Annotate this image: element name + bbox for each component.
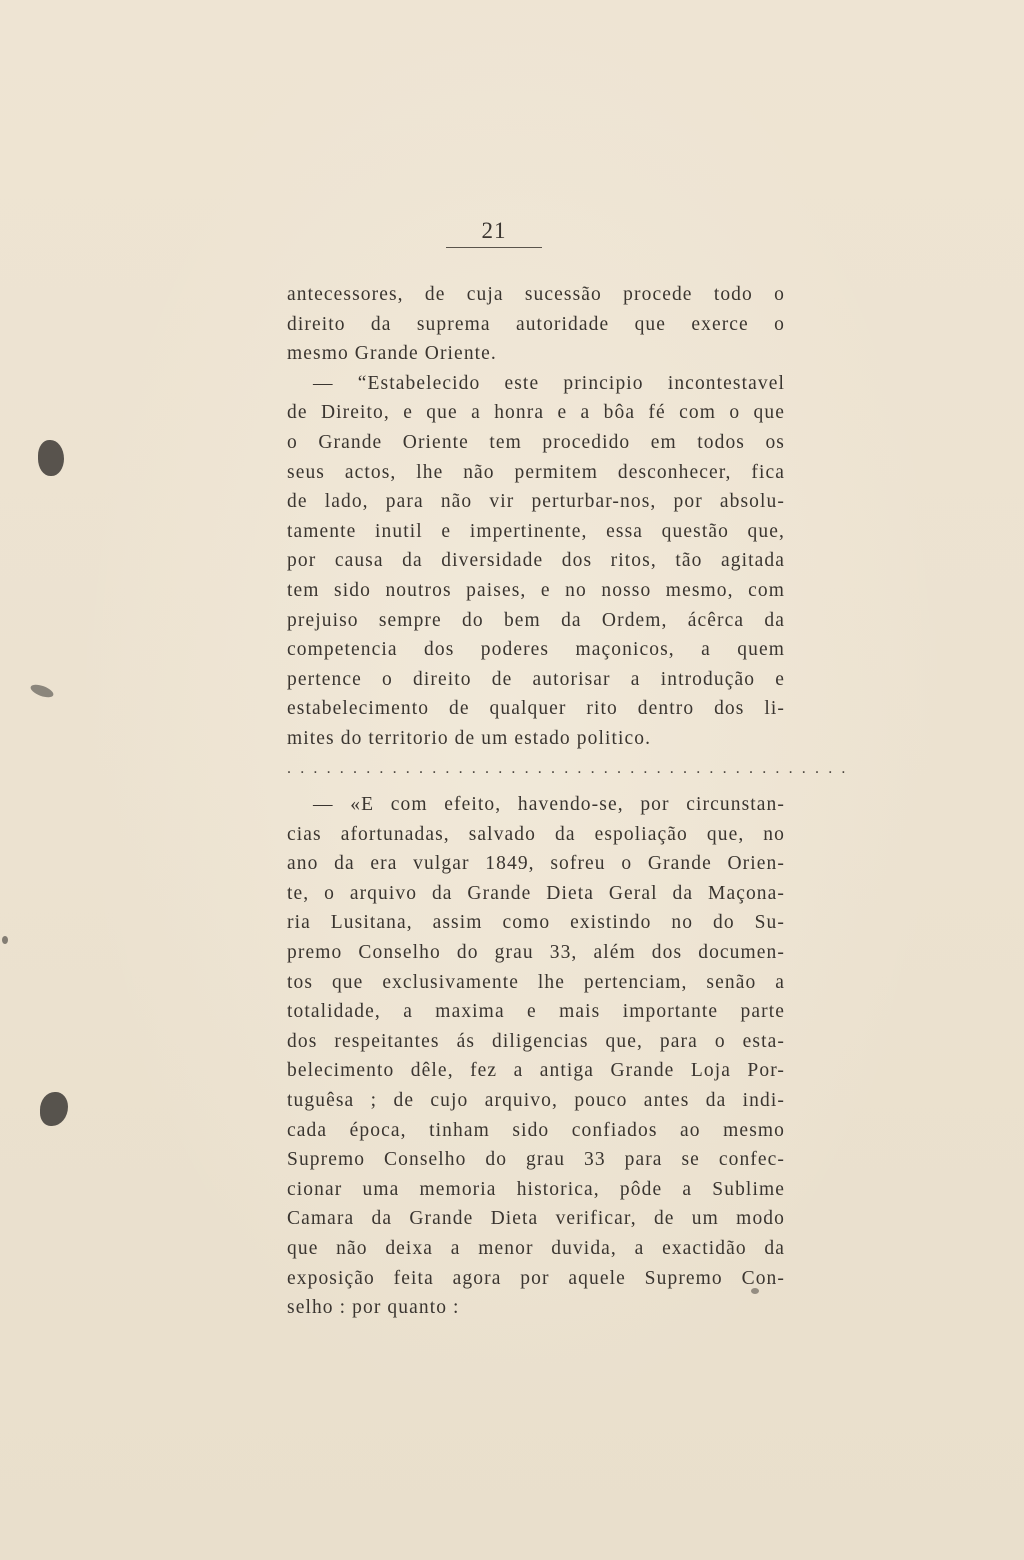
ellipsis-separator: . . . . . . . . . . . . . . . . . . . . . . . . . . . . . . . . . . . . . . . . . . . <box>287 760 848 777</box>
text-block-bottom <box>287 790 785 1323</box>
text-line: seus actos, lhe não permitem desconhecer, fica <box>287 461 785 483</box>
text-line: tuguêsa ; de cujo arquivo, pouco antes da indi- <box>287 1089 785 1111</box>
text-line: — «E com efeito, havendo-se, por circunstan- <box>313 794 785 815</box>
text-line: premo Conselho do grau 33, além dos documen- <box>287 941 785 963</box>
text-line: selho : por quanto : <box>287 1297 460 1319</box>
text-line: totalidade, a maxima e mais importante parte <box>287 1001 785 1023</box>
margin-ink-stain <box>40 1092 68 1126</box>
text-line: cias afortunadas, salvado da espoliação que, no <box>287 823 785 845</box>
text-line: competencia dos poderes maçonicos, a quem <box>287 639 785 661</box>
margin-ink-stain <box>751 1288 759 1294</box>
text-line: o Grande Oriente tem procedido em todos os <box>287 431 785 453</box>
text-line: ria Lusitana, assim como existindo no do Su- <box>287 912 785 934</box>
text-line: direito da suprema autoridade que exerce o <box>287 313 785 335</box>
text-line: por causa da diversidade dos ritos, tão agitada <box>287 550 785 572</box>
text-line: ano da era vulgar 1849, sofreu o Grande Orien- <box>287 853 785 875</box>
text-line: belecimento dêle, fez a antiga Grande Loja Por- <box>287 1060 785 1082</box>
text-line: te, o arquivo da Grande Dieta Geral da Maçona- <box>287 882 785 904</box>
text-line: Supremo Conselho do grau 33 para se confec- <box>287 1149 785 1171</box>
text-line: de lado, para não vir perturbar-nos, por absolu- <box>287 491 785 513</box>
text-line: cionar uma memoria historica, pôde a Sublime <box>287 1178 785 1200</box>
text-line: exposição feita agora por aquele Supremo Con- <box>287 1267 785 1289</box>
text-line: tos que exclusivamente lhe pertenciam, senão a <box>287 971 785 993</box>
text-line: mesmo Grande Oriente. <box>287 343 497 365</box>
text-line: tamente inutil e impertinente, essa questão que, <box>287 520 785 542</box>
text-line: de Direito, e que a honra e a bôa fé com o que <box>287 402 785 424</box>
text-line: cada época, tinham sido confiados ao mesmo <box>287 1119 785 1141</box>
text-line: pertence o direito de autorisar a introdução e <box>287 668 785 690</box>
text-line: tem sido noutros paises, e no nosso mesmo, com <box>287 579 785 601</box>
text-block-top <box>287 280 785 754</box>
text-line: mites do territorio de um estado politico. <box>287 727 652 749</box>
margin-ink-stain <box>2 936 8 944</box>
margin-ink-stain <box>29 682 55 700</box>
text-line: estabelecimento de qualquer rito dentro dos li- <box>287 698 785 720</box>
page-number-header <box>446 218 542 248</box>
page-number: 21 <box>446 218 542 248</box>
text-line: Camara da Grande Dieta verificar, de um modo <box>287 1208 785 1230</box>
text-line: — “Estabelecido este principio incontestavel <box>313 372 785 394</box>
text-line: prejuiso sempre do bem da Ordem, ácêrca da <box>287 609 785 631</box>
text-line: antecessores, de cuja sucessão procede todo o <box>287 284 785 305</box>
text-line: que não deixa a menor duvida, a exactidão da <box>287 1237 785 1259</box>
margin-ink-stain <box>38 440 64 476</box>
text-line: dos respeitantes ás diligencias que, para o esta- <box>287 1030 785 1052</box>
